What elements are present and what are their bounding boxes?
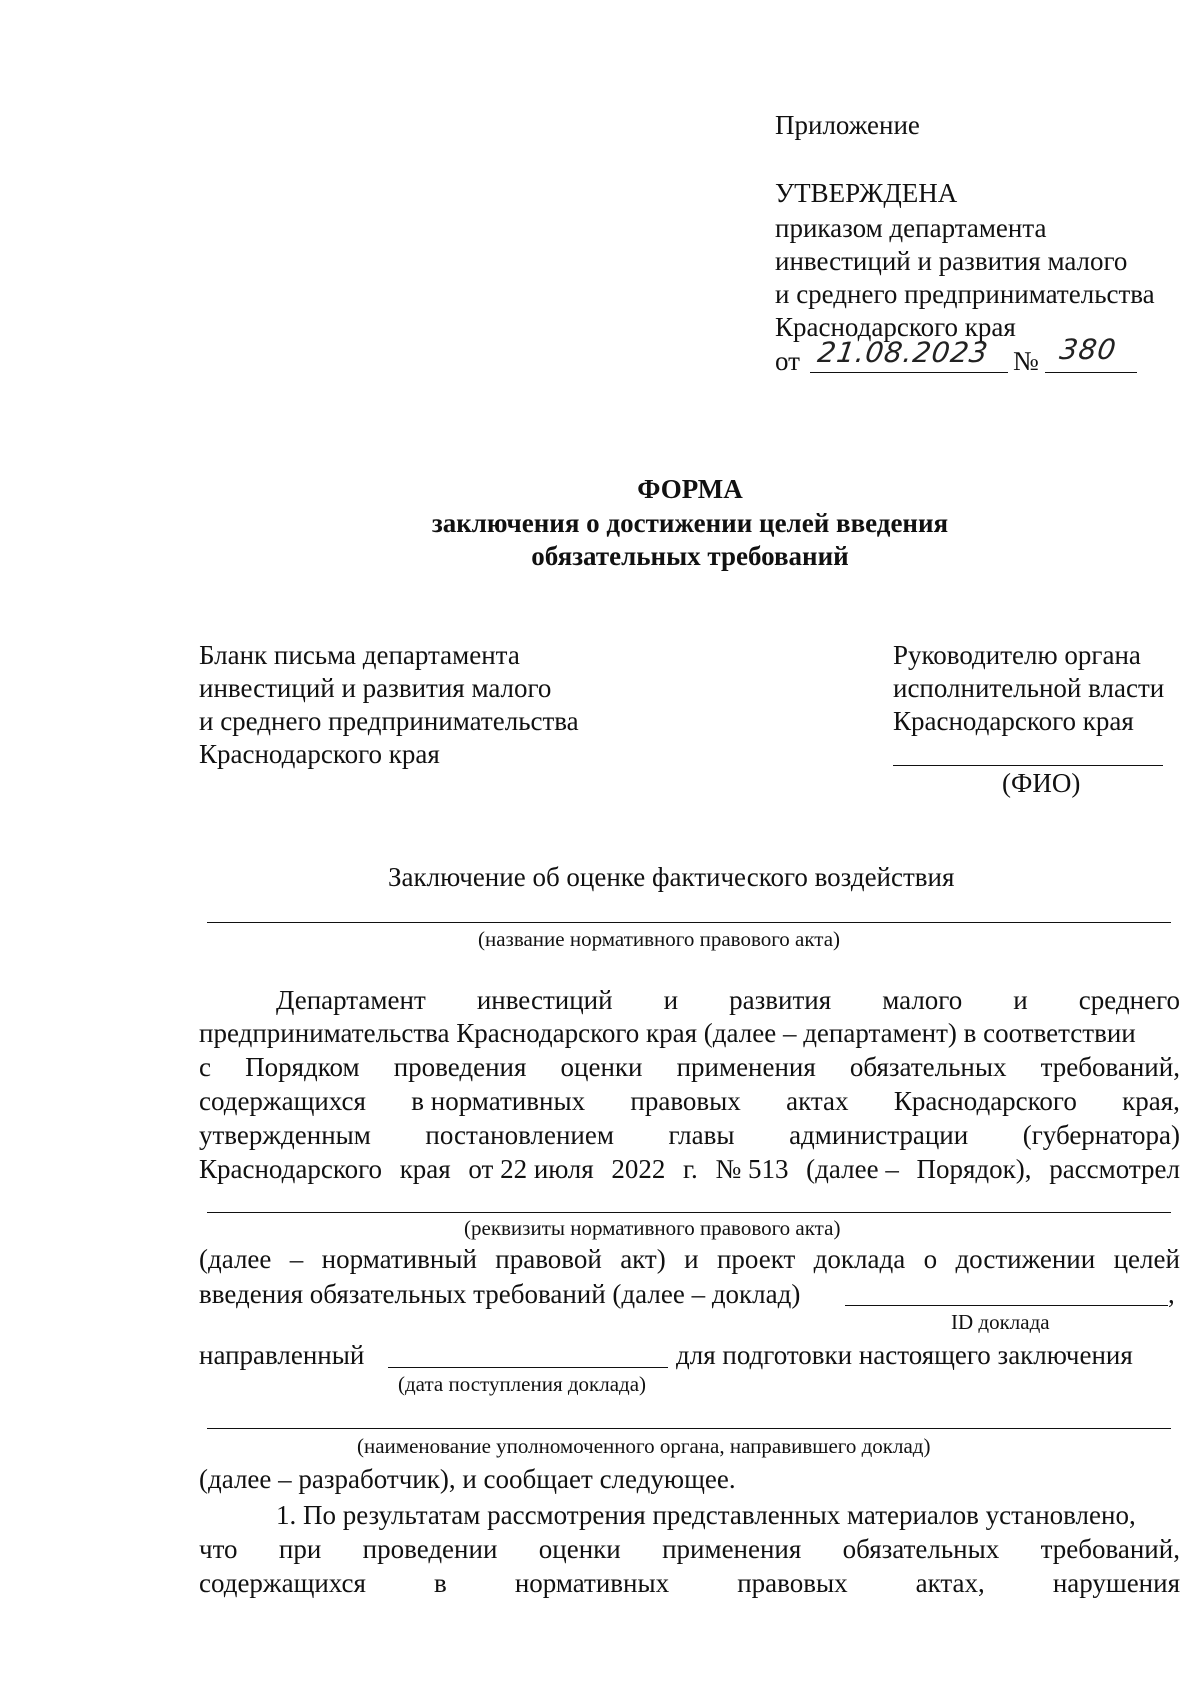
para1-line2: предпринимательства Краснодарского края (далее – департамент) в соответствии xyxy=(199,1018,1136,1048)
word: нормативный xyxy=(321,1244,477,1274)
sender-line: Бланк письма департамента xyxy=(199,640,520,670)
word: утвержденным xyxy=(199,1120,371,1150)
recipient-line: Краснодарского края xyxy=(893,706,1134,736)
recipient-line: Руководителю органа xyxy=(893,640,1141,670)
approval-line: инвестиций и развития малого xyxy=(775,246,1128,276)
word: края xyxy=(399,1154,451,1184)
handwritten-date: 21.08.2023 xyxy=(815,336,991,369)
word: (губернатора) xyxy=(1022,1120,1180,1150)
word: малого xyxy=(882,985,963,1015)
para1-line6 xyxy=(199,1154,1180,1185)
word: оценки xyxy=(538,1534,621,1564)
word: проведении xyxy=(362,1534,498,1564)
para1-line1 xyxy=(276,985,1180,1016)
word: обязательных xyxy=(849,1052,1007,1082)
recipient-name-underline xyxy=(893,765,1163,766)
recipient-name-caption: (ФИО) xyxy=(1002,768,1081,798)
word: нарушения xyxy=(1052,1568,1180,1598)
item1-line1: 1. По результатам рассмотрения представленных материалов установлено, xyxy=(276,1500,1136,1530)
word: акт) xyxy=(620,1244,666,1274)
word: и xyxy=(684,1244,699,1274)
approval-line: приказом департамента xyxy=(775,213,1047,243)
word: что xyxy=(199,1534,238,1564)
requisites-caption: (реквизиты нормативного правового акта) xyxy=(464,1216,841,1240)
word: правовой xyxy=(495,1244,602,1274)
para1-line5 xyxy=(199,1120,1180,1151)
para2-line1 xyxy=(199,1244,1180,1275)
report-id-underline xyxy=(845,1305,1168,1306)
number-prefix: № xyxy=(1013,346,1039,376)
word: Краснодарского xyxy=(199,1154,383,1184)
word: правовых xyxy=(630,1086,741,1116)
word: и xyxy=(1013,985,1028,1015)
word: оценки xyxy=(560,1052,643,1082)
sender-line: инвестиций и развития малого xyxy=(199,673,552,703)
requisites-underline xyxy=(207,1212,1171,1213)
authority-caption: (наименование уполномоченного органа, направившего доклад) xyxy=(357,1434,931,1458)
appendix-label: Приложение xyxy=(775,110,920,140)
receipt-date-caption: (дата поступления доклада) xyxy=(398,1372,647,1396)
sender-line: Краснодарского края xyxy=(199,739,440,769)
approval-line: и среднего предпринимательства xyxy=(775,279,1155,309)
word: от 22 июля xyxy=(468,1154,594,1184)
handwritten-number: 380 xyxy=(1057,333,1119,366)
item1-line3 xyxy=(199,1568,1180,1599)
para1-line4 xyxy=(199,1086,1180,1117)
word: содержащихся xyxy=(199,1568,366,1598)
word: 2022 xyxy=(611,1154,666,1184)
para2-line2-end: , xyxy=(1168,1279,1175,1309)
word: в нормативных xyxy=(411,1086,586,1116)
word: среднего xyxy=(1078,985,1180,1015)
word: края, xyxy=(1122,1086,1180,1116)
approval-line: Краснодарского края xyxy=(775,312,1016,342)
word: с xyxy=(199,1052,211,1082)
form-subtitle-line1: заключения о достижении целей введения xyxy=(431,508,949,538)
word: о xyxy=(923,1244,938,1274)
word: при xyxy=(278,1534,322,1564)
word: (далее xyxy=(199,1244,272,1274)
sent-suffix: для подготовки настоящего заключения xyxy=(676,1340,1133,1370)
word: обязательных xyxy=(842,1534,1000,1564)
word: Краснодарского xyxy=(893,1086,1077,1116)
para1-line3 xyxy=(199,1052,1180,1083)
word: требований, xyxy=(1040,1052,1180,1082)
word: содержащихся xyxy=(199,1086,366,1116)
word: (далее – xyxy=(806,1154,899,1184)
word: достижении xyxy=(955,1244,1096,1274)
word: целей xyxy=(1113,1244,1180,1274)
word: нормативных xyxy=(514,1568,670,1598)
word: инвестиций xyxy=(476,985,613,1015)
word: главы xyxy=(668,1120,735,1150)
word: актах, xyxy=(915,1568,985,1598)
word: Порядком xyxy=(245,1052,360,1082)
act-name-underline xyxy=(207,922,1171,923)
word: проведения xyxy=(393,1052,527,1082)
word: актах xyxy=(786,1086,849,1116)
number-underline xyxy=(1045,372,1137,373)
para2-line2: введения обязательных требований (далее – доклад) xyxy=(199,1279,801,1309)
word: – xyxy=(289,1244,304,1274)
word: № 513 xyxy=(715,1154,789,1184)
date-underline xyxy=(810,372,1008,373)
form-title: ФОРМА xyxy=(637,474,743,504)
word: проект xyxy=(716,1244,796,1274)
word: Порядок), xyxy=(916,1154,1032,1184)
sender-line: и среднего предпринимательства xyxy=(199,706,579,736)
report-id-caption: ID доклада xyxy=(951,1310,1050,1334)
word: г. xyxy=(683,1154,698,1184)
form-subtitle-line2: обязательных требований xyxy=(531,541,849,571)
word: применения xyxy=(676,1052,816,1082)
word: администрации xyxy=(789,1120,969,1150)
receipt-date-underline xyxy=(388,1367,668,1368)
word: и xyxy=(663,985,679,1015)
conclusion-heading: Заключение об оценке фактического воздействия xyxy=(388,862,955,892)
word: развития xyxy=(729,985,832,1015)
word: в xyxy=(434,1568,447,1598)
item1-line2 xyxy=(199,1534,1180,1565)
word: рассмотрел xyxy=(1049,1154,1180,1184)
date-prefix: от xyxy=(775,346,800,376)
authority-underline xyxy=(207,1428,1171,1429)
sent-label: направленный xyxy=(199,1340,365,1370)
developer-line: (далее – разработчик), и сообщает следующее. xyxy=(199,1464,736,1494)
recipient-line: исполнительной власти xyxy=(893,673,1165,703)
word: доклада xyxy=(813,1244,906,1274)
act-name-caption: (название нормативного правового акта) xyxy=(478,927,841,951)
word: Департамент xyxy=(276,985,426,1015)
word: требований, xyxy=(1040,1534,1180,1564)
word: применения xyxy=(662,1534,802,1564)
approved-label: УТВЕРЖДЕНА xyxy=(775,178,958,208)
word: постановлением xyxy=(425,1120,614,1150)
word: правовых xyxy=(737,1568,848,1598)
